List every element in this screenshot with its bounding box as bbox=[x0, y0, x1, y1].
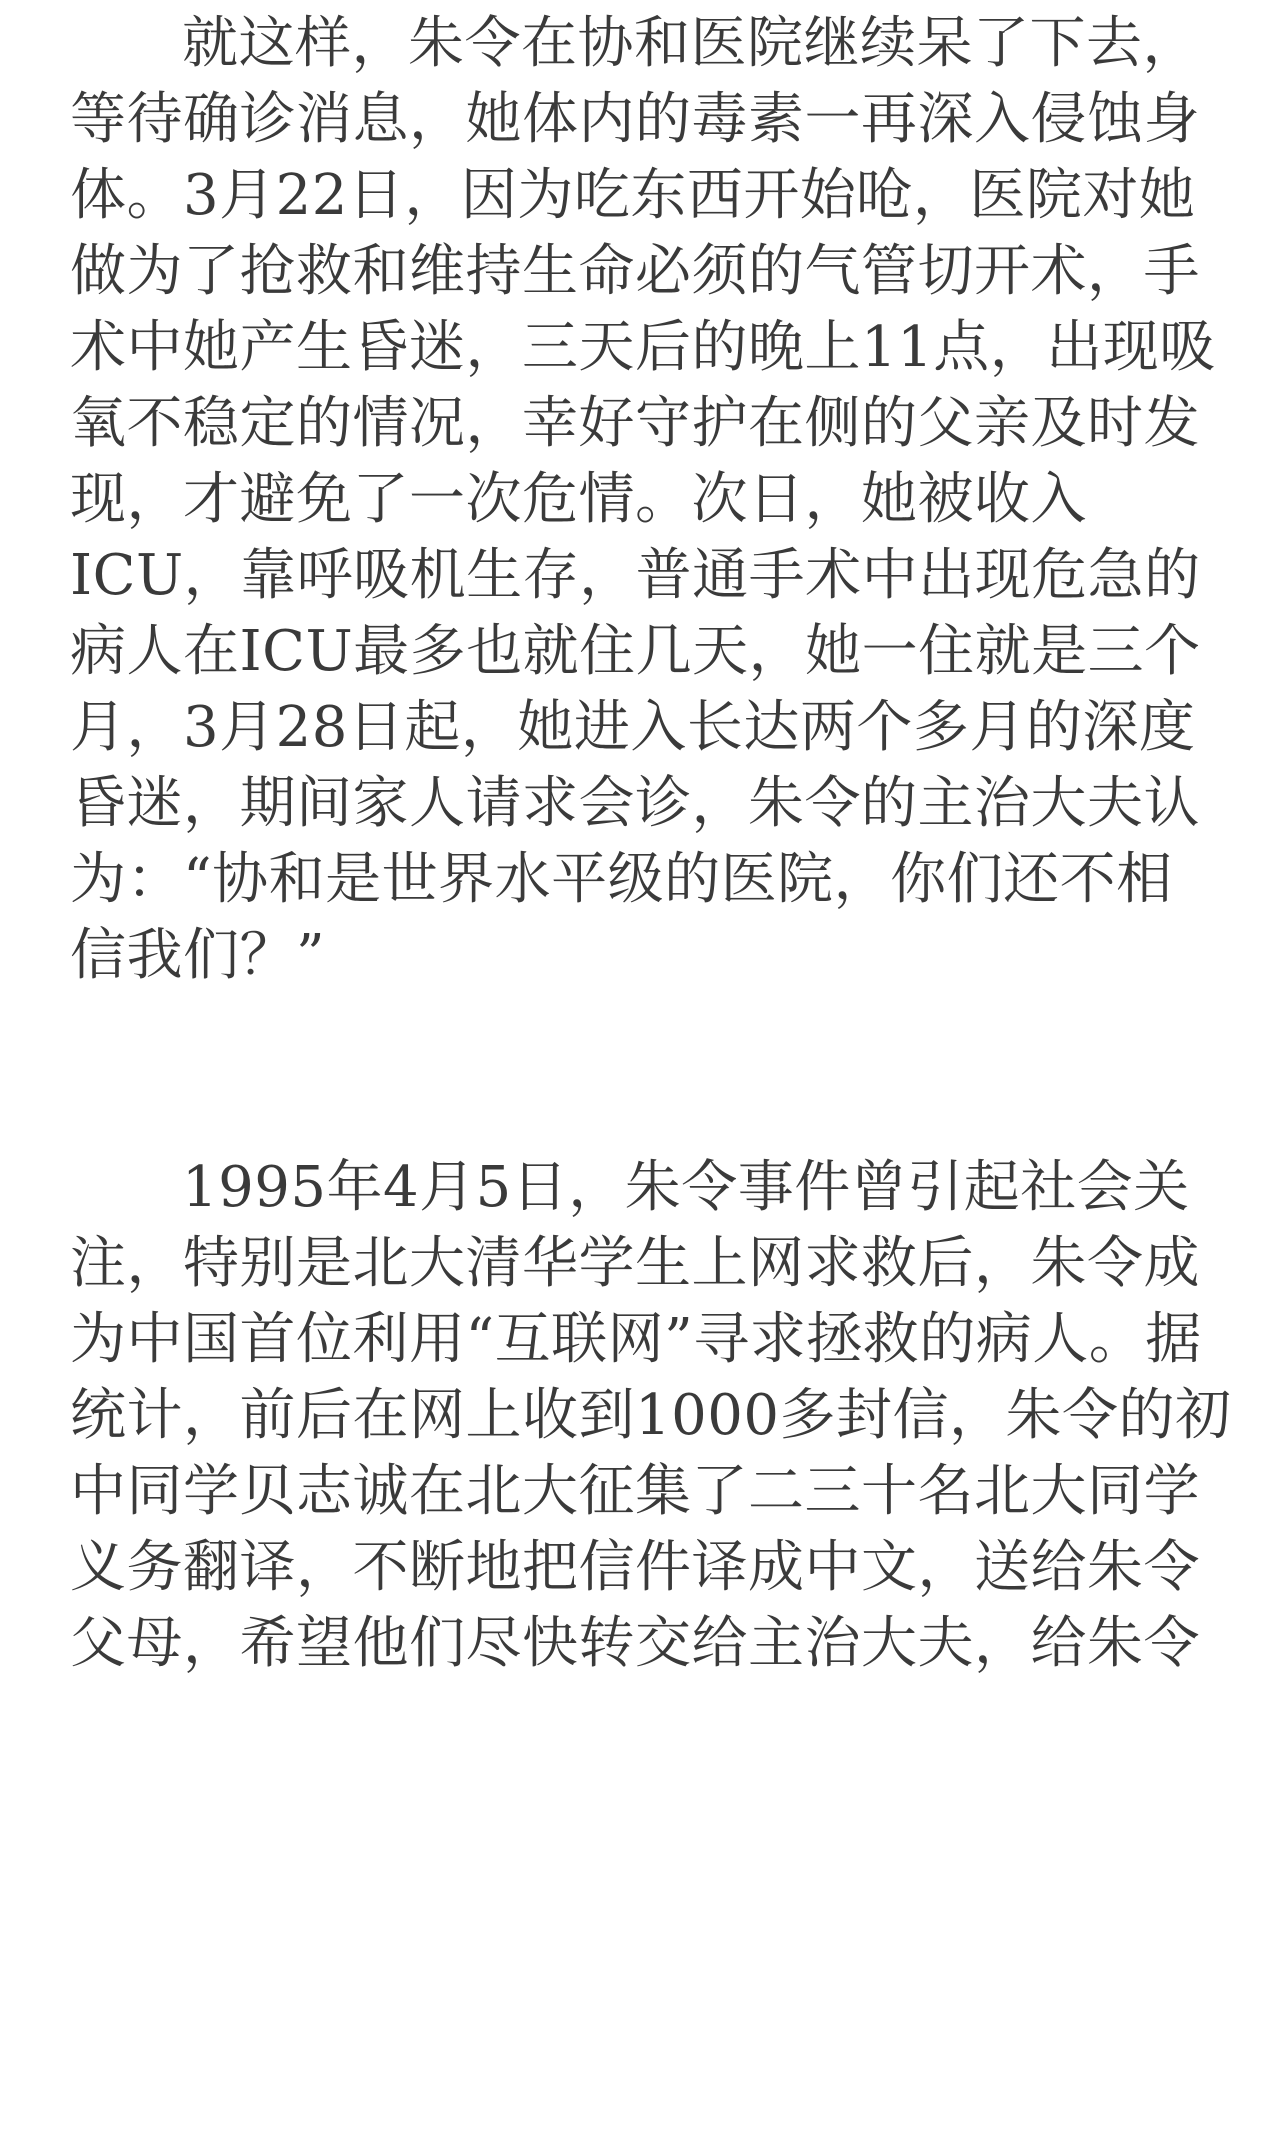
paragraph-1-line-13: 信我们？” bbox=[70, 923, 326, 988]
paragraph-1-line-6: 氧不稳定的情况，幸好守护在侧的父亲及时发 bbox=[70, 391, 1200, 456]
paragraph-1-line-7: 现，才避免了一次危情。次日，她被收入 bbox=[70, 467, 1087, 532]
paragraph-2-line-3: 为中国首位利用“互联网”寻求拯救的病人。据 bbox=[70, 1307, 1202, 1372]
paragraph-1-line-11: 昏迷，期间家人请求会诊，朱令的主治大夫认 bbox=[70, 771, 1200, 836]
paragraph-1-line-5: 术中她产生昏迷，三天后的晚上11点，出现吸 bbox=[70, 315, 1216, 380]
paragraph-1-line-12: 为：“协和是世界水平级的医院，你们还不相 bbox=[70, 847, 1173, 912]
paragraph-1-line-2: 等待确诊消息，她体内的毒素一再深入侵蚀身 bbox=[70, 87, 1200, 152]
paragraph-2-line-5: 中同学贝志诚在北大征集了二三十名北大同学 bbox=[70, 1459, 1200, 1524]
paragraph-1-line-3: 体。3月22日，因为吃东西开始呛，医院对她 bbox=[70, 163, 1196, 228]
paragraph-2-line-6: 义务翻译，不断地把信件译成中文，送给朱令 bbox=[70, 1535, 1200, 1600]
paragraph-2-line-1: 1995年4月5日，朱令事件曾引起社会关 bbox=[182, 1155, 1190, 1220]
paragraph-1-line-8: ICU，靠呼吸机生存，普通手术中出现危急的 bbox=[70, 543, 1201, 608]
paragraph-1-line-1: 就这样，朱令在协和医院继续呆了下去， bbox=[182, 11, 1199, 76]
paragraph-1-line-4: 做为了抢救和维持生命必须的气管切开术，手 bbox=[70, 239, 1200, 304]
paragraph-1-line-9: 病人在ICU最多也就住几天，她一住就是三个 bbox=[70, 619, 1201, 684]
paragraph-2-line-4: 统计，前后在网上收到1000多封信，朱令的初 bbox=[70, 1383, 1232, 1448]
paragraph-1-line-10: 月，3月28日起，她进入长达两个多月的深度 bbox=[70, 695, 1196, 760]
paragraph-2-line-2: 注，特别是北大清华学生上网求救后，朱令成 bbox=[70, 1231, 1200, 1296]
paragraph-2-line-7: 父母，希望他们尽快转交给主治大夫，给朱令 bbox=[70, 1611, 1200, 1676]
